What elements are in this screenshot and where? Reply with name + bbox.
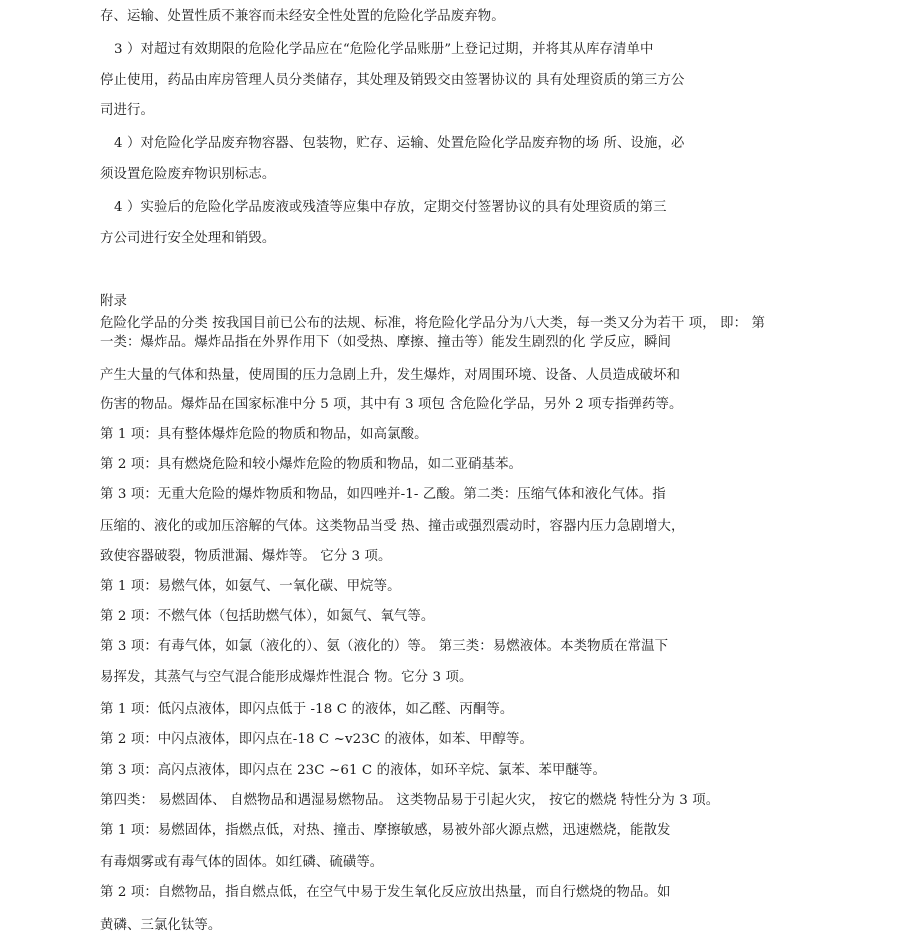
text-line: 第 1 项：具有整体爆炸危险的物质和物品，如高氯酸。 <box>100 427 428 442</box>
text-line: 第 3 项：无重大危险的爆炸物质和物品，如四唑并-1- 乙酸。第二类：压缩气体和液化气体。指 <box>100 487 666 502</box>
text-line: 第 2 项：具有燃烧危险和较小爆炸危险的物质和物品，如二亚硝基苯。 <box>100 457 523 472</box>
text-line: 易挥发，其蒸气与空气混合能形成爆炸性混合 物。它分 3 项。 <box>100 670 473 685</box>
text-line: 致使容器破裂，物质泄漏、爆炸等。 它分 3 项。 <box>100 549 392 564</box>
text-line: 4 ）对危险化学品废弃物容器、包装物，贮存、运输、处置危险化学品废弃物的场 所、设施，必 <box>114 136 685 151</box>
text-line: 第 2 项：自燃物品，指自燃点低，在空气中易于发生氧化反应放出热量，而自行燃烧的物品。如 <box>100 885 671 900</box>
text-line: 司进行。 <box>100 103 154 118</box>
text-line: 4 ）实验后的危险化学品废液或残渣等应集中存放，定期交付签署协议的具有处理资质的第三 <box>114 200 667 215</box>
text-line: 停止使用，药品由库房管理人员分类储存，其处理及销毁交由签署协议的 具有处理资质的第三方公 <box>100 73 685 88</box>
text-line: 第 1 项：低闪点液体，即闪点低于 -18 C 的液体，如乙醛、丙酮等。 <box>100 702 514 717</box>
text-line: 有毒烟雾或有毒气体的固体。如红磷、硫磺等。 <box>100 855 384 870</box>
text-line: 第 3 项：高闪点液体，即闪点在 23C ~61 C 的液体，如环辛烷、氯苯、苯甲醚等。 <box>100 763 606 778</box>
text-line: 第 3 项：有毒气体，如氯（液化的）、氨（液化的）等。 第三类：易燃液体。本类物质在常温下 <box>100 639 669 654</box>
text-line: 存、运输、处置性质不兼容而未经安全性处置的危险化学品废弃物。 <box>100 9 505 24</box>
text-line: 危险化学品的分类 按我国目前已公布的法规、标准，将危险化学品分为八大类，每一类又分为若干 项， 即： 第 <box>100 316 765 331</box>
text-line: 压缩的、液化的或加压溶解的气体。这类物品当受 热、撞击或强烈震动时，容器内压力急剧增大， <box>100 519 685 534</box>
text-line: 伤害的物品。爆炸品在国家标准中分 5 项，其中有 3 项包 含危险化学品，另外 2 项专指弹药等。 <box>100 397 683 412</box>
text-line: 第 2 项：不燃气体（包括助燃气体），如氮气、氧气等。 <box>100 609 435 624</box>
text-line: 第 1 项：易燃气体，如氨气、一氧化碳、甲烷等。 <box>100 579 401 594</box>
text-line: 须设置危险废弃物识别标志。 <box>100 167 276 182</box>
text-line: 黄磷、三氯化钛等。 <box>100 918 222 933</box>
text-line: 3 ）对超过有效期限的危险化学品应在“危险化学品账册”上登记过期，并将其从库存清单中 <box>114 42 654 57</box>
text-line: 一类：爆炸品。爆炸品指在外界作用下（如受热、摩擦、撞击等）能发生剧烈的化 学反应，瞬间 <box>100 335 671 350</box>
text-line: 方公司进行安全处理和销毁。 <box>100 231 276 246</box>
text-line: 第四类： 易燃固体、 自燃物品和遇湿易燃物品。 这类物品易于引起火灾， 按它的燃烧 特性分为 3 项。 <box>100 793 720 808</box>
text-line: 产生大量的气体和热量，使周围的压力急剧上升，发生爆炸，对周围环境、设备、人员造成破坏和 <box>100 368 681 383</box>
text-line: 第 1 项：易燃固体，指燃点低，对热、撞击、摩擦敏感，易被外部火源点燃，迅速燃烧，能散发 <box>100 823 671 838</box>
text-line: 第 2 项：中闪点液体，即闪点在-18 C ~v23C 的液体，如苯、甲醇等。 <box>100 732 533 747</box>
appendix-heading: 附录 <box>100 294 127 309</box>
